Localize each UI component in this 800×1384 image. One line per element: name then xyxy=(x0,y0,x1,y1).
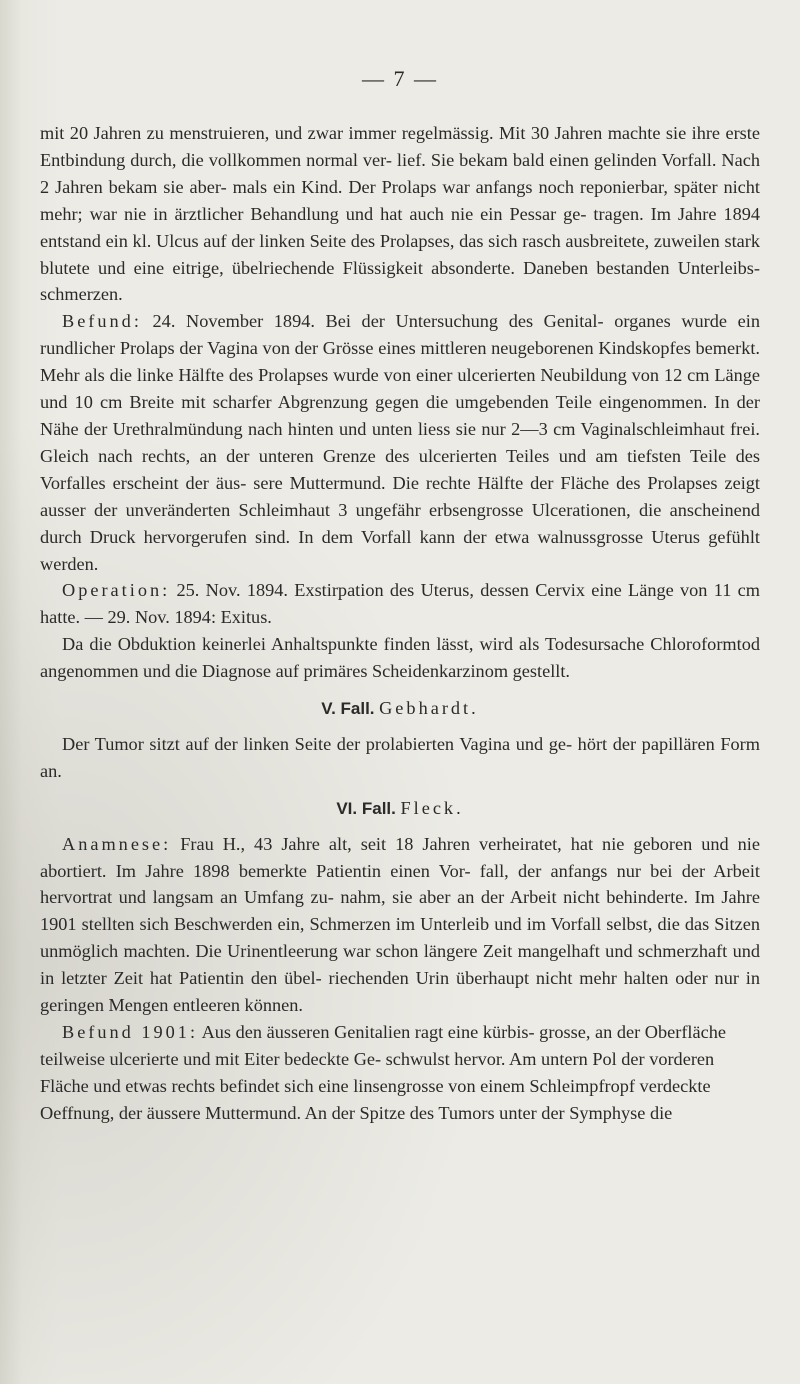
befund-label: Befund: xyxy=(62,311,142,332)
case-6-name: Fleck. xyxy=(400,797,464,818)
case-6-heading xyxy=(40,795,760,823)
operation-label: Operation: xyxy=(62,580,171,601)
case-5-number: V. Fall. xyxy=(321,699,375,719)
anamnese-text: Frau H., 43 Jahre alt, seit 18 Jahren verheiratet, hat nie geboren und nie abortiert. Im Jahre 1898 bemerkte Patientin einen Vor- fall, der anfangs nur bei der Arbeit hervortrat und langsam an Umfang zu- nahm, sie aber an der Arbeit nicht behinderte. Im Jahre 1901 stellten sich Beschwerden ein, Schmerzen im Unterleib und im Vorfall selbst, die das Sitzen unmöglich machten. Die Urinentleerung war schon längere Zeit mangelhaft und schmerzhaft und in letzter Zeit hat Patientin den übel- riechenden Urin überhaupt nicht mehr halten oder nur in geringen Mengen entleeren können. xyxy=(40,833,760,1016)
paragraph-befund-2 xyxy=(40,1019,760,1127)
befund-2-label: Befund 1901: xyxy=(62,1022,199,1042)
body-text xyxy=(40,120,760,1127)
case-6-number: VI. Fall. xyxy=(336,798,396,818)
befund-text: 24. November 1894. Bei der Untersuchung des Genital- organes wurde ein rundlicher Prolaps der Vagina von der Grösse eines mittleren neugeborenen Kindskopfes bemerkt. Mehr als die linke Hälfte des Prolapses wurde von einer ulcerierten Neubildung von 12 cm Länge und 10 cm Breite mit scharfer Abgrenzung gegen die umgebenden Teile eingenommen. In der Nähe der Urethralmündung nach hinten und unten liess sie nur 2—3 cm Vaginalschleimhaut frei. Gleich nach rechts, an der unteren Grenze des ulcerierten Teiles und am tiefsten Teile des Vorfalles erscheint der äus- sere Muttermund. Die rechte Hälfte der Fläche des Prolapses zeigt ausser der unveränderten Schleimhaut 3 ungefähr erbsengrosse Ulcerationen, die anscheinend durch Druck hervorgerufen sind. In dem Vorfall kann der etwa walnussgrosse Uterus gefühlt werden. xyxy=(40,311,760,574)
paragraph-obduktion: Da die Obduktion keinerlei Anhaltspunkte finden lässt, wird als Todesursache Chloroformtod angenommen und die Diagnose auf primäres Scheidenkarzinom gestellt. xyxy=(40,634,760,682)
paragraph-befund-1 xyxy=(40,308,760,577)
paragraph-history: mit 20 Jahren zu menstruieren, und zwar immer regelmässig. Mit 30 Jahren machte sie ihre erste Entbindung durch, die vollkommen normal ver- lief. Sie bekam bald einen gelinden Vorfall. Nach 2 Jahren bekam sie aber- mals ein Kind. Der Prolaps war anfangs noch reponierbar, später nicht mehr; war nie in ärztlicher Behandlung und hat auch nie ein Pessar ge- tragen. Im Jahre 1894 entstand ein kl. Ulcus auf der linken Seite des Prolapses, das sich rasch ausbreitete, zuweilen stark blutete und eine eitrige, übelriechende Flüssigkeit absonderte. Daneben bestanden Unterleibs- schmerzen. xyxy=(40,123,760,305)
case-5-name: Gebhardt. xyxy=(379,698,479,719)
anamnese-label: Anamnese: xyxy=(62,833,172,854)
befund-2-text: Aus den äusseren Genitalien ragt eine kürbis- grosse, an der Oberfläche teilweise ulcerierte und mit Eiter bedeckte Ge- schwulst hervor. Am untern Pol der vorderen Fläche und etwas rechts befindet sich eine linsengrosse von einem Schleimpfropf verdeckte Oeffnung, der äussere Muttermund. An der Spitze des Tumors unter der Symphyse die xyxy=(40,1022,726,1123)
page-number: — 7 — xyxy=(362,66,438,91)
case-5-heading xyxy=(40,695,760,723)
paragraph-case-5: Der Tumor sitzt auf der linken Seite der prolabierten Vagina und ge- hört der papillären Form an. xyxy=(40,733,760,781)
operation-text: 25. Nov. 1894. Exstirpation des Uterus, dessen Cervix eine Länge von 11 cm hatte. — 29. Nov. 1894: Exitus. xyxy=(40,580,760,628)
paragraph-operation xyxy=(40,577,760,631)
paragraph-anamnese xyxy=(40,831,760,1019)
